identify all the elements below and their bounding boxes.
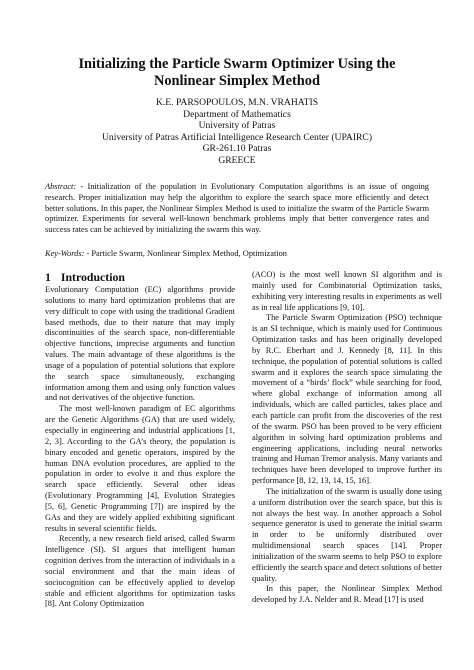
- paper-title: [40, 56, 434, 90]
- abstract-label: Abstract:: [45, 182, 77, 191]
- title-line-1: Initializing the Particle Swarm Optimizer Using the: [78, 56, 396, 72]
- author-center: University of Patras Artificial Intelligence Research Center (UPAIRC): [101, 131, 373, 143]
- section-title: Introduction: [60, 270, 125, 284]
- author-names: K.E. PARSOPOULOS, M.N. VRAHATIS: [155, 97, 319, 108]
- author-postal: GR-261.10 Patras: [202, 143, 272, 154]
- paragraph: Evolutionary Computation (EC) algorithms provide solutions to many hard optimization problems that are very difficult to cope with using the traditional Gradient based methods, due to their nature that may imply discontinuities of the search space, non-differentiable objective functions, imprecise arguments and function values. The main advantage of these algorithms is the usage of a population of potential solutions that explore the search space simultaneously, exchanging information among them and using only function values and not derivatives of the objective function.: [45, 285, 235, 403]
- title-line-2: Nonlinear Simplex Method: [153, 73, 321, 89]
- paragraph: The most well-known paradigm of EC algorithms are the Genetic Algorithms (GA) that are used widely, especially in engineering and industrial applications [1, 2, 3]. According to the GA’s theory, the population is binary encoded and genetic operators, inspired by the human DNA evolution procedures, are applied to the population in order to evolve it and thus explore the search space efficiently. Several other ideas (Evolutionary Programming [4], Evolution Strategies [5, 6], Genetic Programming [7]) are inspired by the GAs and they are widely applied exhibiting significant results in several scientific fields.: [45, 404, 235, 533]
- keywords-label: Key-Words:: [45, 249, 85, 258]
- abstract-text: - Initialization of the population in Evolutionary Computation algorithms is an issue of ongoing research. Proper initialization may help the algorithm to explore the search space more efficiently and detect better solutions. In this paper, the Nonlinear Simplex Method is used to initialize the swarm of the Particle Swarm optimizer. Experiments for several well-known benchmark problems imply that better convergence rates and success rates can be achieved by initializing the swarm this way.: [45, 182, 429, 235]
- author-department: Department of Mathematics: [183, 108, 291, 120]
- paragraph: In this paper, the Nonlinear Simplex Method developed by J.A. Nelder and R. Mead [17] is used: [252, 584, 442, 605]
- paragraph: The initialization of the swarm is usually done using a uniform distribution over the search space, but this is not always the best way. In another approach a Sobol sequence generator is used to generate the initial swarm in order to be uniformly distributed over multidimensional search spaces [14]. Proper initialization of the swarm seems to help PSO to explore efficiently the search space and detect solutions of better quality.: [252, 486, 442, 583]
- section-heading: [45, 270, 125, 284]
- paragraph: (ACO) is the most well known SI algorithm and is mainly used for Combinatorial Optimization tasks, exhibiting very interesting results in experiments as well as in real life applications [9, 10].: [252, 270, 442, 312]
- paragraph: The Particle Swarm Optimization (PSO) technique is an SI technique, which is mainly used for Continuous Optimization tasks and has been originally developed by R.C. Eberhart and J. Kennedy [8, 11]. In this technique, the population of potential solutions is called swarm and it explores the search space simulating the movement of a “birds’ flock” while searching for food, where global exchange of information among all individuals, which are called particles, takes place and each particle can profit from the discoveries of the rest of the swarm. PSO has been proved to be very efficient algorithm in solving hard optimization problems and engineering applications, including neural networks training and Human Tremor analysis. Many variants and techniques have been developed to improve further its performance [8, 12, 13, 14, 15, 16].: [252, 313, 442, 486]
- left-column: [45, 285, 235, 610]
- abstract: [45, 182, 429, 236]
- section-number: 1: [45, 270, 51, 284]
- paragraph: Recently, a new research field arised, called Swarm Intelligence (SI). SI argues that intelligent human cognition derives from the interaction of individuals in a social environment and that the main ideas of sociocognition can be effectively applied to develop stable and efficient algorithms for optimization tasks [8]. Ant Colony Optimization: [45, 534, 235, 609]
- author-university: University of Patras: [198, 120, 276, 131]
- author-country: GREECE: [218, 154, 256, 166]
- keywords: [45, 249, 429, 260]
- author-block: [30, 97, 444, 166]
- keywords-text: - Particle Swarm, Nonlinear Simplex Method, Optimization: [84, 249, 287, 258]
- right-column: [252, 270, 442, 606]
